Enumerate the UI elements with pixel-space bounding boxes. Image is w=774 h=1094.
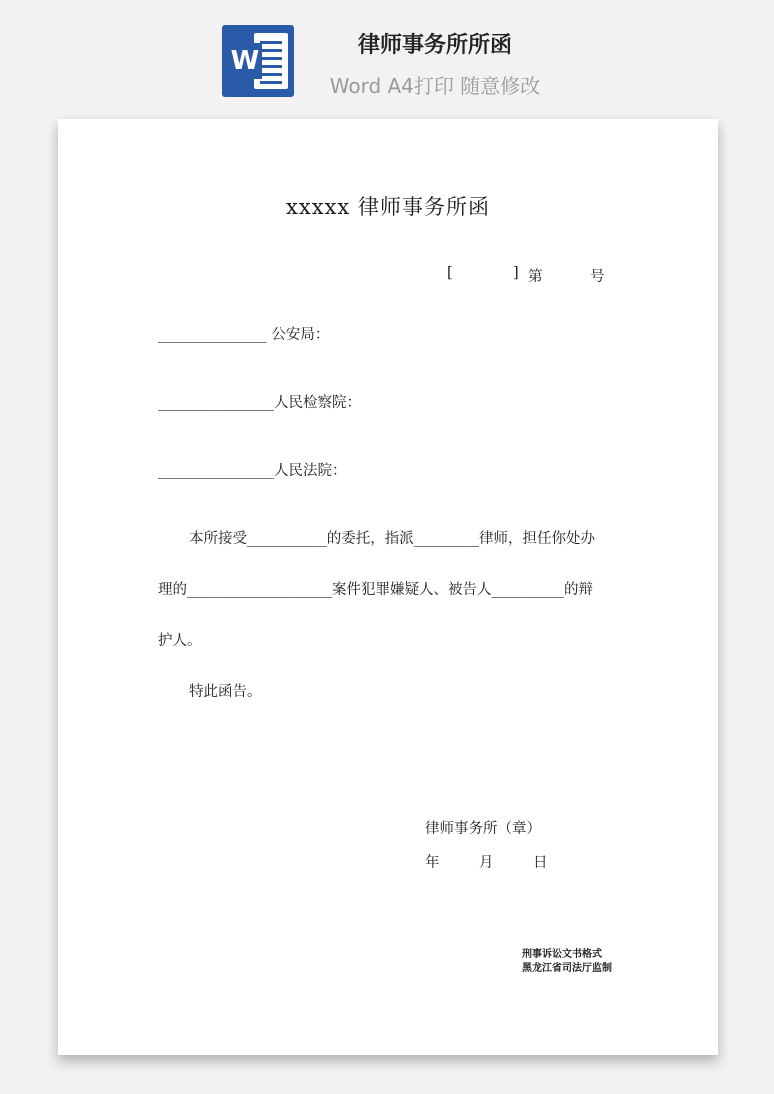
recipient-police-label: 公安局： xyxy=(271,327,330,343)
banner-title: 律师事务所所函 xyxy=(357,33,512,58)
closing-text: 特此函告。 xyxy=(189,684,262,700)
word-icon-letter: W xyxy=(228,43,262,79)
recipient-procuratorate xyxy=(158,391,361,412)
signature-line: 律师事务所（章） xyxy=(425,821,541,837)
body-line-3: 护人。 xyxy=(158,633,202,649)
recipient-court-label: 人民法院： xyxy=(274,463,347,479)
body-line-1 xyxy=(189,527,595,548)
document-page xyxy=(58,119,718,1055)
date-month: 月 xyxy=(479,855,494,871)
banner-subtitle: Word A4打印 随意修改 xyxy=(329,74,541,98)
recipient-police xyxy=(158,323,329,344)
recipient-procuratorate-blank: ________________ xyxy=(158,395,274,411)
banner xyxy=(0,0,774,118)
body-text: 理的 xyxy=(158,582,187,598)
body-text: 的辩 xyxy=(564,582,593,598)
lawyer-blank: _________ xyxy=(413,531,479,547)
number-hao: 号 xyxy=(590,269,605,285)
date-day: 日 xyxy=(533,855,548,871)
number-di: 第 xyxy=(528,269,543,285)
defendant-blank: __________ xyxy=(491,582,564,598)
body-text: 的委托，指派 xyxy=(326,531,414,547)
number-open-bracket: [ xyxy=(447,265,453,281)
footer-format: 刑事诉讼文书格式 xyxy=(522,949,602,960)
footer-issuer: 黑龙江省司法厅监制 xyxy=(522,963,612,974)
case-blank: ____________________ xyxy=(187,582,332,598)
word-icon xyxy=(222,25,294,97)
body-line-2 xyxy=(158,578,593,599)
date-year: 年 xyxy=(425,855,440,871)
body-text: 本所接受 xyxy=(189,531,247,547)
recipient-court xyxy=(158,459,347,480)
body-text: 律师，担任你处办 xyxy=(479,531,595,547)
document-title: xxxxx 律师事务所函 xyxy=(286,195,490,219)
client-blank: ___________ xyxy=(247,531,327,547)
body-text: 案件犯罪嫌疑人、被告人 xyxy=(332,582,492,598)
recipient-police-blank: _______________ xyxy=(158,327,267,343)
number-close-bracket: ] xyxy=(513,265,519,281)
recipient-court-blank: ________________ xyxy=(158,463,274,479)
recipient-procuratorate-label: 人民检察院： xyxy=(274,395,361,411)
